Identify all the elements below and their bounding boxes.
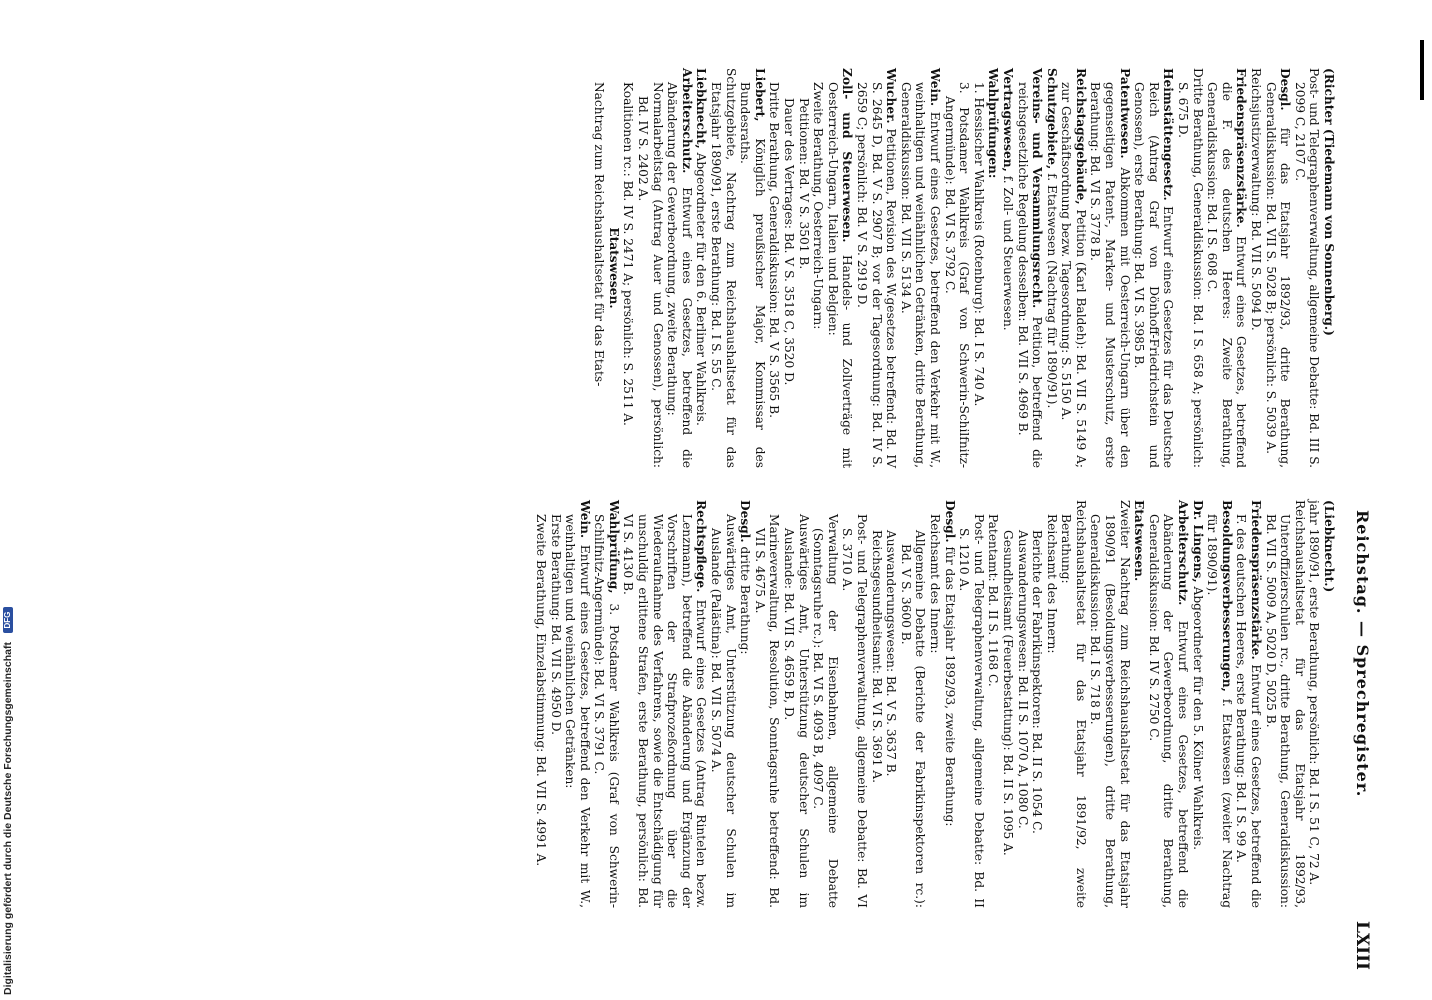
entry-heading: Dr. Lingens, — [1190, 500, 1205, 583]
entry-heading: (Liebknecht.) — [1322, 500, 1336, 593]
register-entry — [636, 68, 665, 468]
entry-text: 3. Potsdamer Wahlkreis (Graf von Schwerin-Schilfnitz-Angermünde): Bd. VI S. 3791 C. — [592, 514, 621, 909]
register-entry — [1000, 68, 1015, 468]
entry-text: Berichte der Fabrikinspektoren: Bd. II S. 1054 C. — [1030, 530, 1045, 834]
register-entry — [621, 68, 636, 468]
register-entry — [1088, 68, 1132, 468]
entry-text: Verwaltung der Eisenbahnen, allgemeine Debatte (Sonntagsruhe rc.): Bd. VI S. 4093 B, 4097 C. — [811, 514, 840, 908]
entry-text: Post- und Telegraphenverwaltung, allgemeine Debatte: Bd. II S. 1210 A. — [957, 514, 986, 908]
entry-heading: Etatswesen. — [1132, 500, 1147, 582]
entry-heading: Wucher. — [884, 68, 899, 124]
register-entry — [1175, 68, 1204, 468]
entry-text: für das Etatsjahr 1892/93, zweite Berathung: — [942, 546, 957, 827]
entry-heading: Vertragswesen, — [1000, 68, 1015, 172]
register-entry — [1205, 500, 1234, 908]
register-entry — [708, 68, 737, 468]
entry-text: Koalitionen rc.: Bd. IV S. 2471 A; persönlich: S. 2511 A. — [621, 82, 636, 426]
entry-heading: Zoll- und Steuerwesen. — [840, 68, 855, 243]
entry-heading: Arbeiterschutz. — [679, 68, 694, 174]
register-entry — [898, 68, 942, 468]
register-entry — [869, 500, 884, 908]
entry-heading: Arbeiterschutz. — [1176, 500, 1191, 606]
page-number: LXIII — [1352, 921, 1372, 970]
entry-text: jahr 1890/91, erste Berathung, persönlich: Bd. I S. 51 C, 72 A. — [1307, 500, 1322, 886]
entry-text: Auswanderungswesen: Bd. V S. 3637 B. — [884, 530, 899, 777]
entry-text: Auswärtiges Amt, Unterstützung deutscher Schulen im Auslande: Bd. VII S. 4659 B, D. — [782, 514, 811, 908]
entry-heading: Wahlprüfung, — [606, 500, 621, 594]
entry-text: dritte Berathung: — [738, 546, 753, 655]
register-entry — [592, 500, 621, 908]
register-entry — [533, 500, 548, 908]
entry-text: Schutzgebiete, Nachtrag zum Reichshaushaltsetat für das Etatsjahr 1890/91, erste Berathung: Bd. I S. 55 C. — [709, 68, 738, 468]
entry-text: Reichsjustizverwaltung: Bd. VII S. 5094 D. — [1249, 68, 1264, 331]
entry-text: Entwurf eines Gesetzes, betreffend die F. des deutschen Heeres, erste Berathung: Bd. I S. 99 A. — [1234, 514, 1264, 908]
entry-text: Entwurf eines Gesetzes, betreffend den Verkehr mit W., weinhaltigen und weinähnlichen Getränken: — [563, 514, 592, 908]
register-entry — [1321, 68, 1336, 468]
entry-text: Reichsamt des Innern: — [1044, 514, 1059, 654]
entry-text: Zweiter Nachtrag zum Reichshaushaltsetat für das Etatsjahr 1890/91 (Besoldungsverbesserungen), dritte Berathung, Generaldiskussion: Bd. I S. 718 B. — [1088, 500, 1132, 908]
entry-text: Handels- und Zollverträge mit Oesterreich-Ungarn, Italien und Belgien: — [825, 82, 855, 468]
register-entry — [986, 68, 1001, 468]
register-entry — [1292, 68, 1321, 468]
scan-edge-mark — [1420, 40, 1424, 100]
register-entry — [1088, 500, 1132, 908]
register-entry — [1263, 68, 1292, 468]
register-entry — [563, 500, 592, 908]
entry-text: Post- und Telegraphenverwaltung, allgemeine Debatte: Bd. VI S. 3710 A. — [840, 514, 869, 908]
entry-text: f. Etatswesen (Nachtrag für 1890/91). — [1044, 173, 1059, 409]
entry-text: Entwurf eines Gesetzes (Antrag Rintelen bezw. Lenzmann), betreffend die Abänderung und Ergänzung der Vorschriften der Strafprozeßordnung über die Wiederaufnahme des Verfahrens, sowie die Entschädigung für unschuldig erlittene Strafen, erste Berathung, persönlich: Bd. VI S. 4130 B. — [621, 514, 709, 908]
entry-heading: Patentwesen. — [1117, 68, 1132, 159]
entry-text: Zweite Berathung, Einzelabstimmung: Bd. VII S. 4991 A. — [533, 514, 548, 867]
register-entry — [1044, 68, 1059, 468]
register-entry — [1015, 68, 1044, 468]
entry-text: Post- und Telegraphenverwaltung, allgemeine Debatte: Bd. III S. 2099 C, 2107 C. — [1292, 68, 1322, 468]
entry-text: Reichsamt des Innern: — [927, 514, 942, 654]
register-entry — [1307, 500, 1322, 908]
entry-text: Marineverwaltung, Resolution, Sonntagsruhe betreffend: Bd. VII S. 4675 A. — [752, 514, 782, 908]
entry-text: Abgeordneter für den 5. Kölner Wahlkreis. — [1190, 586, 1205, 851]
entry-heading: Desgl. — [738, 500, 753, 543]
register-entry — [781, 500, 810, 908]
entry-text: Entwurf eines Gesetzes, betreffend den Verkehr mit W., weinhaltigen und weinähnlichen Getränken, dritte Berathung, Generaldiskussion: Bd. VII S. 5134 A. — [898, 82, 942, 468]
entry-heading: Heimstättengesetz. — [1161, 68, 1176, 201]
register-entry — [1190, 500, 1205, 908]
entry-text: Petitionen, Revision des W.gesetzes betreffend: Bd. IV S. 2645 D, Bd. V S. 2907 B; vor der Tagesordnung: Bd. IV S. 2659 C; persönlich: Bd. V S. 2919 D. — [855, 82, 899, 469]
entry-heading: Besoldungsverbesserungen, — [1219, 500, 1234, 692]
entry-text: 1. Hessischer Wahlkreis (Rotenburg): Bd. I S. 740 A. — [971, 82, 986, 407]
entry-text: 3. Potsdamer Wahlkreis (Graf von Schwerin-Schilfnitz-Angermünde): Bd. VI S. 3792 C. — [942, 82, 972, 468]
register-entry — [898, 500, 927, 908]
entry-heading: Liebert, — [752, 68, 767, 122]
entry-text: Auswanderungswesen: Bd. II S. 1070 A, 1080 C. — [1015, 530, 1030, 829]
register-entry — [738, 68, 767, 468]
register-entry — [1015, 500, 1030, 908]
register-entry — [957, 500, 986, 908]
entry-heading: Vereins- und Versammlungsrecht. — [1030, 68, 1045, 309]
page-header — [1342, 70, 1372, 970]
entry-text: Entwurf eines Gesetzes, betreffend die F. des deutschen Heeres: Zweite Berathung, Generaldiskussion: Bd. I S. 608 C. — [1205, 82, 1249, 469]
register-entry — [1146, 500, 1190, 908]
register-entry — [986, 500, 1001, 908]
entry-text: Gesundheitsamt (Feuerbestattung): Bd. II S. 1095 A. — [1000, 530, 1015, 856]
entry-text: Abkommen mit Oesterreich-Ungarn über den gegenseitigen Patent-, Marken- und Musterschutz, erste Berathung: Bd. VI S. 3778 B. — [1088, 82, 1132, 469]
register-entry — [796, 68, 811, 468]
register-entry — [1248, 68, 1263, 468]
entry-text: Petition (Karl Baldeh): Bd. VII S. 5149 A; zur Geschäftsordnung bezw. Tagesordnung: S. 5150 A. — [1059, 82, 1088, 468]
entry-heading: Schutzgebiete, — [1044, 68, 1059, 170]
entry-text: f. Etatswesen (zweiter Nachtrag für 1890/91). — [1205, 514, 1234, 909]
register-entry — [548, 500, 563, 908]
register-entry — [942, 500, 957, 908]
register-entry — [1000, 500, 1015, 908]
register-entry — [738, 500, 753, 908]
register-entry — [708, 500, 737, 908]
entry-text: Reichshaushaltsetat für das Etatsjahr 1892/93, Unteroffizierschulen rc., dritte Berathung, Generaldiskussion: Bd. VII S. 5009 A, 5020 D, 5025 B. — [1263, 500, 1307, 908]
entry-text: Nachtrag zum Reichshaushaltsetat für das Etats- — [592, 82, 607, 387]
entry-heading: Wein. — [577, 500, 592, 539]
running-title: Reichstag. — Sprechregister. — [1353, 510, 1372, 798]
entry-text: Entwurf eines Gesetzes, betreffend die Abänderung der Gewerbeordnung, zweite Berathung: — [665, 82, 694, 468]
entry-text: Dritte Berathung, Generaldiskussion: Bd. I S. 658 A; persönlich: S. 675 D. — [1176, 68, 1205, 468]
register-entry — [811, 68, 826, 468]
register-entry — [971, 68, 986, 468]
left-column — [592, 68, 1336, 468]
register-entry — [1044, 500, 1059, 908]
entry-text: f. Zoll- und Steuerwesen. — [1000, 175, 1015, 331]
entry-text: Reichshaushaltsetat für das Etatsjahr 1891/92, zweite Berathung: — [1059, 500, 1088, 908]
register-entry — [621, 500, 709, 908]
register-entry — [927, 500, 942, 908]
register-entry — [665, 68, 694, 468]
entry-text: Königlich preußischer Major, Kommissar des Bundesraths. — [738, 82, 767, 469]
entry-text: Auswärtiges Amt, Unterstützung deutscher Schulen im Auslande (Palästina): Bd. VII S. 5074 A. — [709, 514, 738, 908]
entry-text: Dritte Berathung, Generaldiskussion: Bd. V S. 3565 B. — [767, 82, 782, 418]
register-entry — [592, 68, 607, 468]
right-column — [533, 500, 1336, 908]
entry-text: Reichsgesundheitsamt: Bd. VI S. 3691 A. — [869, 530, 884, 784]
register-entry — [694, 68, 709, 468]
register-entry — [1059, 68, 1088, 468]
entry-text: Entwurf eines Gesetzes, betreffend die Abänderung der Gewerbeordnung, dritte Berathung, Generaldiskussion: Bd. IV S. 2750 C. — [1146, 514, 1191, 908]
entry-heading: Wein. — [927, 68, 942, 107]
register-entry — [1132, 500, 1147, 908]
entry-text: Petition, betreffend die reichsgesetzliche Regelung desselben: Bd. VII S. 4969 B. — [1015, 82, 1045, 469]
entry-heading: Rechtspflege. — [694, 500, 709, 593]
entry-text: Petitionen: Bd. V S. 3501 B. — [796, 98, 811, 270]
entry-heading: Desgl. — [942, 500, 957, 543]
entry-heading: (Richter (Tiedemann von Sonnenberg.) — [1322, 68, 1336, 336]
register-entry — [606, 68, 621, 468]
register-entry — [1205, 68, 1249, 468]
register-entry — [1030, 500, 1045, 908]
entry-text: Abgeordneter für den 6. Berliner Wahlkreis. — [694, 152, 709, 426]
register-entry — [767, 68, 782, 468]
entry-heading: Liebknecht, — [694, 68, 709, 149]
entry-text: Dauer des Vertrages: Bd. V S. 3518 C, 3520 D. — [782, 98, 797, 386]
entry-text: für das Etatsjahr 1892/93, dritte Berathung, Generaldiskussion: Bd. VII S. 5028 B; persönlich: S. 5039 A. — [1263, 82, 1293, 468]
entry-text: Entwurf eines Gesetzes für das Deutsche Reich (Antrag Graf von Dönhoff-Friedrichstein und Genossen), erste Berathung: Bd. VI S. 3985 B. — [1132, 82, 1176, 469]
entry-heading: Wahlprüfungen: — [986, 68, 1001, 179]
register-entry — [884, 500, 899, 908]
register-entry — [840, 500, 869, 908]
entry-heading: Friedenspräsenzstärke. — [1249, 500, 1264, 660]
entry-heading: Desgl. — [1278, 68, 1293, 111]
entry-text: Normalarbeitstag (Antrag Auer und Genossen), persönlich: Bd. IV S. 2402 A. — [636, 82, 665, 468]
credit-text — [2, 607, 14, 995]
entry-text: Erste Berathung: Bd. VII S. 4950 D. — [548, 514, 563, 736]
register-entry — [752, 500, 781, 908]
register-entry — [781, 68, 796, 468]
entry-heading: Etatswesen. — [606, 227, 621, 309]
register-entry — [1132, 68, 1176, 468]
entry-text: Allgemeine Debatte (Berichte der Fabrikinspektoren rc.): Bd. V S. 3600 B. — [898, 530, 928, 908]
register-entry — [1234, 500, 1263, 908]
register-entry — [1263, 500, 1307, 908]
entry-text: Patentamt: Bd. II S. 1168 C. — [986, 514, 1001, 687]
register-entry — [1059, 500, 1088, 908]
register-entry — [854, 68, 898, 468]
credit-label: Digitalisierung gefördert durch die Deutsche Forschungsgemeinschaft — [2, 642, 14, 995]
register-entry — [1321, 500, 1336, 908]
entry-heading: Reichstagsgebäude, — [1073, 68, 1088, 205]
register-entry — [811, 500, 840, 908]
entry-text: Zweite Berathung, Oesterreich-Ungarn: — [811, 82, 826, 330]
register-entry — [825, 68, 854, 468]
register-entry — [942, 68, 971, 468]
dfg-logo-icon: DFG — [3, 607, 13, 633]
entry-heading: Friedenspräsenzstärke. — [1234, 68, 1249, 228]
digitization-credit-strip — [0, 0, 18, 1000]
